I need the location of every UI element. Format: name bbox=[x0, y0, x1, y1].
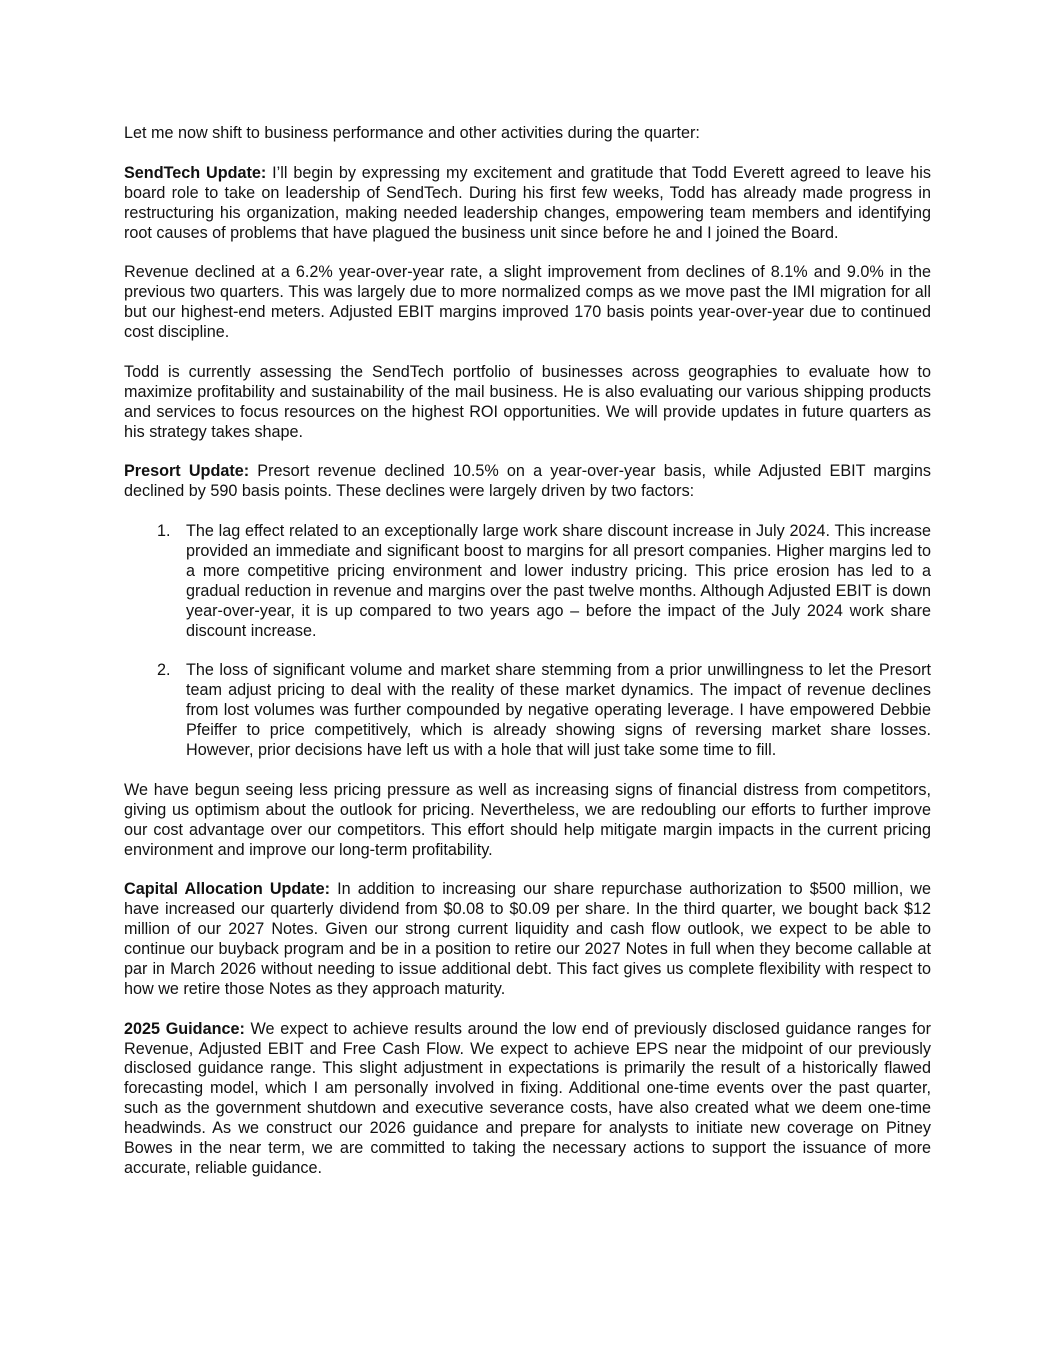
capital-allocation-heading: Capital Allocation Update: bbox=[124, 880, 331, 899]
guidance-paragraph bbox=[124, 1020, 931, 1179]
presort-heading: Presort Update: bbox=[124, 462, 250, 481]
presort-paragraph-1 bbox=[124, 462, 931, 502]
guidance-text: We expect to achieve results around the low end of previously disclosed guidance ranges for Revenue, Adjusted EBIT and Free Cash Flow. We expect to achieve EPS near the midpoint of our previously disclosed guidance range. This slight adjustment in expectations is primarily the result of a historically flawed forecasting model, which I am personally involved in fixing. Additional one-time events over the past quarter, such as the government shutdown and executive severance costs, have also created what we deem one-time headwinds. As we construct our 2026 guidance and prepare for analysts to initiate new coverage on Pitney Bowes in the near term, we are committed to taking the necessary actions to support the issuance of more accurate, reliable guidance. bbox=[124, 1019, 931, 1177]
list-item bbox=[124, 522, 931, 641]
sendtech-paragraph-3: Todd is currently assessing the SendTech portfolio of businesses across geographies to evaluate how to maximize profitability and sustainability of the mail business. He is also evaluating our various shipping products and services to focus resources on the highest ROI opportunities. We will provide updates in future quarters as his strategy takes shape. bbox=[124, 362, 931, 441]
intro-paragraph: Let me now shift to business performance and other activities during the quarter: bbox=[124, 124, 700, 142]
sendtech-paragraph-1-text: I’ll begin by expressing my excitement and gratitude that Todd Everett agreed to leave his board role to take on leadership of SendTech. During his first few weeks, Todd has already made progress in restructuring his organization, making needed leadership changes, empowering team members and identifying root causes of problems that have plagued the business unit since before he and I joined the Board. bbox=[124, 163, 931, 242]
guidance-heading: 2025 Guidance: bbox=[124, 1019, 245, 1038]
list-item-text: The lag effect related to an exceptionally large work share discount increase in July 2024. This increase provided an immediate and significant boost to margins for all presort companies. Higher margins led to a more competitive pricing environment and lower industry pricing. This price erosion has led to a gradual reduction in revenue and margins over the past twelve months. Although Adjusted EBIT is down year-over-year, it is up compared to two years ago – before the impact of the July 2024 work share discount increase. bbox=[186, 522, 931, 640]
list-item-number: 1. bbox=[157, 522, 171, 541]
sendtech-paragraph-2: Revenue declined at a 6.2% year-over-year rate, a slight improvement from declines of 8.1% and 9.0% in the previous two quarters. This was largely due to more normalized comps as we move past the IMI migration for all but our highest-end meters. Adjusted EBIT margins improved 170 basis points year-over-year due to continued cost discipline. bbox=[124, 263, 931, 342]
presort-paragraph-2: We have begun seeing less pricing pressure as well as increasing signs of financial distress from competitors, giving us optimism about the outlook for pricing. Nevertheless, we are redoubling our efforts to further improve our cost advantage over our competitors. This effort should help mitigate margin impacts in the current pricing environment and improve our long-term profitability. bbox=[124, 780, 931, 859]
list-item-number: 2. bbox=[157, 661, 171, 680]
list-item bbox=[124, 661, 931, 761]
presort-factors-list bbox=[124, 522, 931, 761]
sendtech-heading: SendTech Update: bbox=[124, 163, 267, 182]
document-page bbox=[124, 124, 931, 1199]
sendtech-paragraph-1 bbox=[124, 164, 931, 244]
capital-allocation-text: In addition to increasing our share repurchase authorization to $500 million, we have increased our quarterly dividend from $0.08 to $0.09 per share. In the third quarter, we bought back $12 million of our 2027 Notes. Given our strong current liquidity and cash flow outlook, we expect to be able to continue our buyback program and be in a position to retire our 2027 Notes in full when they become callable at par in March 2026 without needing to issue additional debt. This fact gives us complete flexibility with respect to how we retire those Notes as they approach maturity. bbox=[124, 880, 931, 998]
capital-allocation-paragraph bbox=[124, 880, 931, 999]
presort-paragraph-1-text: Presort revenue declined 10.5% on a year-over-year basis, while Adjusted EBIT margins declined by 590 basis points. These declines were largely driven by two factors: bbox=[124, 462, 931, 501]
list-item-text: The loss of significant volume and market share stemming from a prior unwillingness to let the Presort team adjust pricing to deal with the reality of these market dynamics. The impact of revenue declines from lost volumes was further compounded by negative operating leverage. I have empowered Debbie Pfeiffer to price competitively, which is already showing signs of reversing market share losses. However, prior decisions have left us with a hole that will just take some time to fill. bbox=[186, 661, 931, 759]
